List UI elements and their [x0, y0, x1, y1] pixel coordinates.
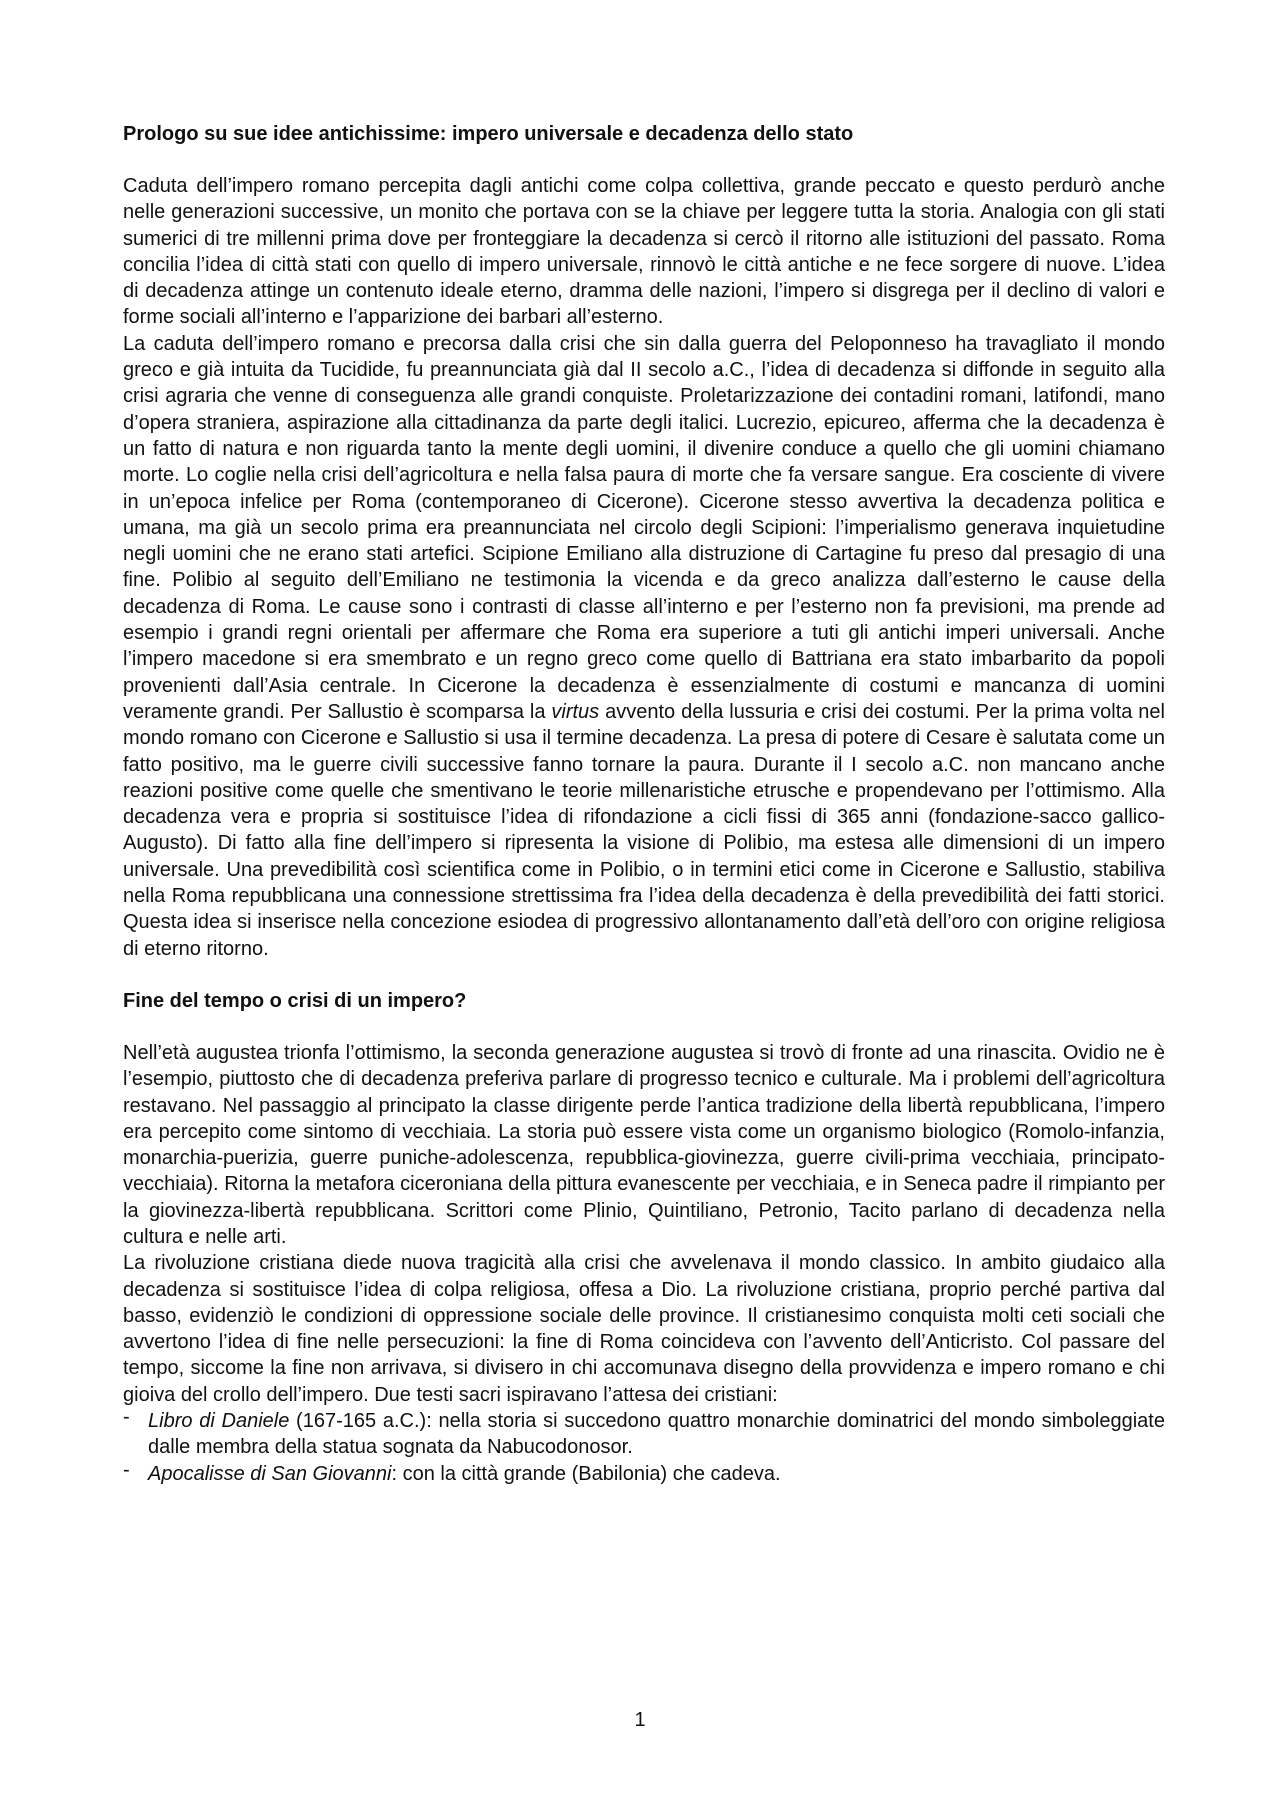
list-item-text: : con la città grande (Babilonia) che cadeva.	[391, 1462, 781, 1485]
paragraph-text: La caduta dell’impero romano e precorsa dalla crisi che sin dalla guerra del Peloponneso ha travagliato il mondo greco e già intuita da Tucidide, fu preannunciata già dal II secolo a.C., l’idea di decadenza si diffonde in seguito alla crisi agraria che venne di conseguenza alle grandi conquiste. Proletarizzazione dei contadini romani, latifondi, mano d’opera straniera, aspirazione alla cittadinanza da parte degli italici. Lucrezio, epicureo, afferma che la decadenza è un fatto di natura e non riguarda tanto la mente degli uomini, il divenire conduce a quello che gli uomini chiamano morte. Lo coglie nella crisi dell’agricoltura e nella falsa paura di morte che fa versare sangue. Era cosciente di vivere in un’epoca infelice per Roma (contemporaneo di Cicerone). Cicerone stesso avvertiva la decadenza politica e umana, ma già un secolo prima era preannunciata nel circolo degli Scipioni: l’imperialismo generava inquietudine negli uomini che ne erano stati artefici. Scipione Emiliano alla distruzione di Cartagine fu preso dal presagio di una fine. Polibio al seguito dell’Emiliano ne testimonia la vicenda e da greco analizza dall’esterno le cause della decadenza di Roma. Le cause sono i contrasti di classe all’interno e per l’esterno non fa previsioni, ma prende ad esempio i grandi regni orientali per affermare che Roma era superiore a tuti gli antichi imperi universali. Anche l’impero macedone si era smembrato e un regno greco come quello di Battriana era stato imbarbarito da popoli provenienti dall’Asia centrale. In Cicerone la decadenza è essenzialmente di costumi e mancanza di uomini veramente grandi. Per Sallustio è scomparsa la	[123, 332, 1165, 723]
bullet-list	[123, 1408, 1165, 1487]
dash-bullet: -	[123, 1458, 130, 1481]
section-heading: Fine del tempo o crisi di un impero?	[123, 989, 467, 1012]
list-item	[123, 1408, 1165, 1461]
paragraph	[123, 331, 1165, 962]
italic-term: virtus	[551, 700, 600, 723]
list-item-text: (167-165 a.C.): nella storia si succedono quattro monarchie dominatrici del mondo simboleggiate dalle membra della statua sognata da Nabucodonosor.	[148, 1410, 1165, 1459]
list-item	[123, 1458, 1165, 1487]
section-heading: Prologo su sue idee antichissime: impero universale e decadenza dello stato	[123, 123, 854, 145]
paragraph-text: avvento della lussuria e crisi dei costumi. Per la prima volta nel mondo romano con Cicerone e Sallustio si usa il termine decadenza. La presa di potere di Cesare è salutata come un fatto positivo, ma le guerre civili successive fanno tornare la paura. Durante il I secolo a.C. non mancano anche reazioni positive come quelle che smentivano le teorie millenaristiche etrusche e propendevano per l’ottimismo. Alla decadenza vera e propria si sostituisce l’idea di rifondazione a cicli fissi di 365 anni (fondazione-sacco gallico-Augusto). Di fatto alla fine dell’impero si ripresenta la visione di Polibio, ma estesa alle dimensioni di un impero universale. Una prevedibilità così scientifica come in Polibio, o in termini etici come in Cicerone e Sallustio, stabiliva nella Roma repubblicana una connessione strettissima fra l’idea della decadenza è della prevedibilità dei fatti storici. Questa idea si inserisce nella concezione esiodea di progressivo allontanamento dall’età dell’oro con origine religiosa di eterno ritorno.	[123, 700, 1165, 960]
book-title: Apocalisse di San Giovanni	[148, 1462, 392, 1485]
page-number: 1	[634, 1709, 646, 1731]
paragraph: La rivoluzione cristiana diede nuova tragicità alla crisi che avvelenava il mondo classico. In ambito giudaico alla decadenza si sostituisce l’idea di colpa religiosa, offesa a Dio. La rivoluzione cristiana, proprio perché partiva dal basso, evidenziò le condizioni di oppressione sociale delle province. Il cristianesimo conquista molti ceti sociali che avvertono l’idea di fine nelle persecuzioni: la fine di Roma coincideva con l’avvento dell’Anticristo. Col passare del tempo, siccome la fine non arrivava, si divisero in chi accomunava disegno della provvidenza e impero romano e chi gioiva del crollo dell’impero. Due testi sacri ispiravano l’attesa dei cristiani:	[123, 1252, 1165, 1406]
document-page	[123, 121, 1165, 1487]
paragraph: Caduta dell’impero romano percepita dagli antichi come colpa collettiva, grande peccato e questo perdurò anche nelle generazioni successive, un monito che portava con se la chiave per leggere tutta la storia. Analogia con gli stati sumerici di tre millenni prima dove per fronteggiare la decadenza si cercò il ritorno alle istituzioni del passato. Roma concilia l’idea di città stati con quello di impero universale, rinnovò le città antiche e ne fece sorgere di nuove. L’idea di decadenza attinge un contenuto ideale eterno, dramma delle nazioni, l’impero si disgrega per il declino di valori e forme sociali all’interno e l’apparizione dei barbari all’esterno.	[123, 175, 1165, 329]
book-title: Libro di Daniele	[148, 1410, 290, 1433]
dash-bullet: -	[123, 1406, 130, 1429]
paragraph: Nell’età augustea trionfa l’ottimismo, la seconda generazione augustea si trovò di fronte ad una rinascita. Ovidio ne è l’esempio, piuttosto che di decadenza preferiva parlare di progresso tecnico e culturale. Ma i problemi dell’agricoltura restavano. Nel passaggio al principato la classe dirigente perde l’antica tradizione della libertà repubblicana, l’impero era percepito come sintomo di vecchiaia. La storia può essere vista come un organismo biologico (Romolo-infanzia, monarchia-puerizia, guerre puniche-adolescenza, repubblica-giovinezza, guerre civili-prima vecchiaia, principato-vecchiaia). Ritorna la metafora ciceroniana della pittura evanescente per vecchiaia, e in Seneca padre il rimpianto per la giovinezza-libertà repubblicana. Scrittori come Plinio, Quintiliano, Petronio, Tacito parlano di decadenza nella cultura e nelle arti.	[123, 1041, 1165, 1248]
